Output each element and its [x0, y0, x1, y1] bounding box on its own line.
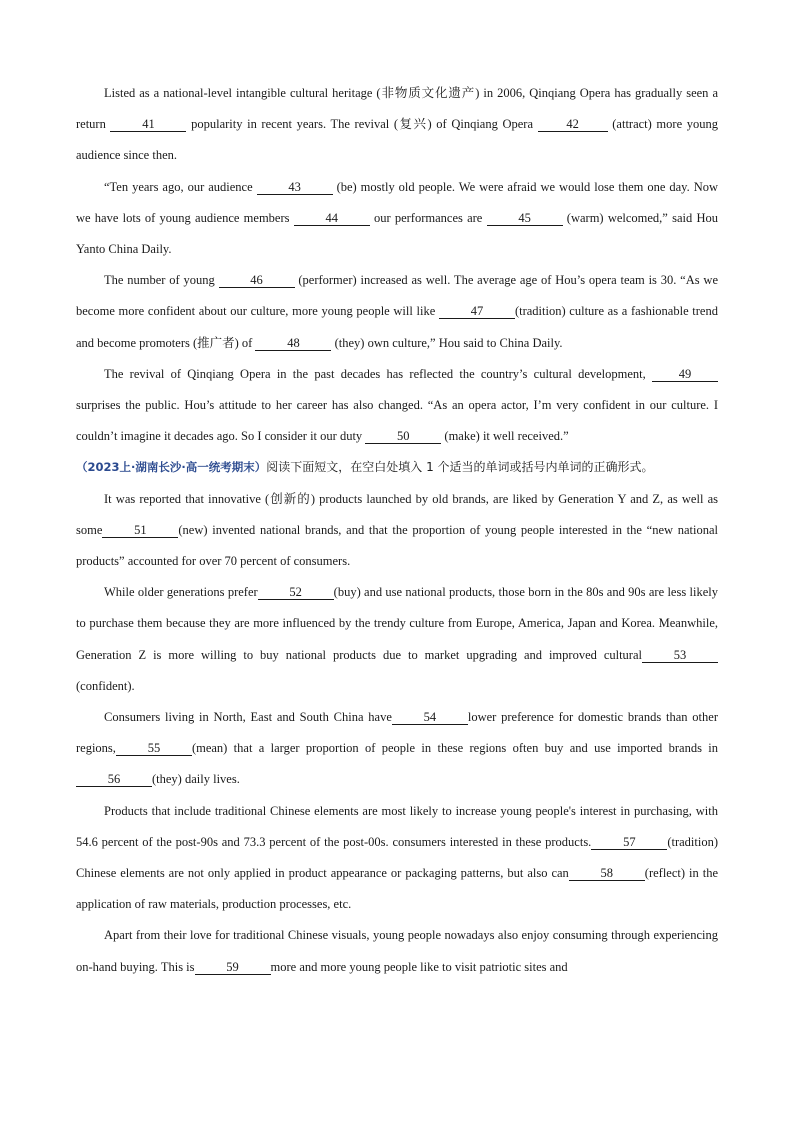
- text: (attract) more young audience since then.: [76, 117, 718, 163]
- text: While older generations prefer: [104, 585, 258, 600]
- text: (warm) welcomed,” said Hou Yanto China Daily.: [76, 210, 718, 257]
- blank-49[interactable]: 49: [652, 367, 718, 382]
- blank-59[interactable]: 59: [195, 960, 271, 975]
- text: (tradition) culture as a fashionable trend and become promoters (推广者) of: [76, 304, 718, 350]
- text: lower preference for domestic brands than other regions,: [76, 710, 718, 756]
- blank-54[interactable]: 54: [392, 710, 468, 725]
- paragraph-1: [76, 78, 718, 172]
- blank-51[interactable]: 51: [102, 523, 178, 538]
- text: (they) own culture,” Hou said to China Daily.: [331, 335, 563, 350]
- blank-55[interactable]: 55: [116, 741, 192, 756]
- text: surprises the public. Hou’s attitude to her career has also changed. “As an opera actor, I’m very confident in our culture. I couldn’t imagine it decades ago. So I consider it our duty: [76, 398, 718, 444]
- text: The number of young: [104, 273, 219, 288]
- text: (mean) that a larger proportion of people in these regions often buy and use imported brands in: [191, 741, 718, 756]
- text: (reflect) in the application of raw materials, production processes, etc.: [76, 866, 719, 912]
- text: popularity in recent years. The revival (复兴) of Qinqiang Opera: [186, 117, 538, 132]
- paragraph-3: [76, 265, 718, 359]
- blank-44[interactable]: 44: [294, 211, 370, 226]
- blank-48[interactable]: 48: [255, 336, 331, 351]
- blank-47[interactable]: 47: [439, 304, 515, 319]
- instruction-text: 阅读下面短文，在空白处填入 1 个适当的单词或括号内单词的正确形式。: [266, 460, 654, 475]
- text: The revival of Qinqiang Opera in the past decades has reflected the country’s cultural development,: [104, 366, 652, 381]
- text: Products that include traditional Chinese elements are most likely to increase young people's interest in purchasing, with 54.6 percent of the post-90s and 73.3 percent of the post-00s. consumers interested in these products.: [76, 803, 718, 849]
- text: (new) invented national brands, and that the proportion of young people interested in the “new national products” accounted for over 70 percent of consumers.: [76, 522, 718, 569]
- paragraph-7: [76, 702, 718, 796]
- text: Consumers living in North, East and South China have: [104, 710, 392, 725]
- blank-43[interactable]: 43: [257, 180, 333, 195]
- blank-52[interactable]: 52: [258, 585, 334, 600]
- paragraph-2: [76, 172, 718, 266]
- paragraph-9: [76, 920, 718, 982]
- blank-50[interactable]: 50: [365, 429, 441, 444]
- paragraph-6: [76, 577, 718, 702]
- text: our performances are: [369, 210, 487, 225]
- document-page: [76, 78, 718, 983]
- text: (buy) and use national products, those born in the 80s and 90s are less likely to purchase them because they are more influenced by the trendy culture from Europe, America, Japan and Korea. Meanwhile, Generation Z is more willing to buy national products due to market upgrading and improved cultural: [76, 585, 718, 662]
- blank-57[interactable]: 57: [591, 835, 667, 850]
- blank-41[interactable]: 41: [110, 117, 186, 132]
- question-source: （2023上·湖南长沙·高一统考期末）: [76, 460, 267, 475]
- blank-46[interactable]: 46: [219, 273, 295, 288]
- blank-58[interactable]: 58: [569, 866, 645, 881]
- blank-42[interactable]: 42: [538, 117, 608, 132]
- paragraph-4: [76, 359, 718, 453]
- text: (they) daily lives.: [152, 772, 240, 787]
- text: It was reported that innovative (创新的) products launched by old brands, are liked by Generation Y and Z, as well as some: [76, 491, 718, 537]
- text: “Ten years ago, our audience: [104, 179, 257, 194]
- section-heading: [76, 452, 718, 483]
- blank-45[interactable]: 45: [487, 211, 563, 226]
- text: Apart from their love for traditional Chinese visuals, young people nowadays also enjoy consuming through experiencing on-hand buying. This is: [76, 928, 718, 974]
- text: (make) it well received.”: [441, 429, 569, 444]
- paragraph-5: [76, 484, 718, 578]
- blank-53[interactable]: 53: [642, 648, 718, 663]
- text: more and more young people like to visit patriotic sites and: [270, 959, 568, 974]
- text: (performer) increased as well. The average age of Hou’s opera team is 30. “As we become more confident about our culture, more young people will like: [76, 273, 719, 319]
- text: (be) mostly old people. We were afraid we would lose them one day. Now we have lots of young audience members: [76, 179, 718, 225]
- paragraph-8: [76, 796, 718, 921]
- text: (confident).: [76, 678, 135, 693]
- text: (tradition) Chinese elements are not only applied in product appearance or packaging patterns, but also can: [76, 834, 718, 881]
- text: Listed as a national-level intangible cultural heritage (非物质文化遗产) in 2006, Qinqiang Opera has gradually seen a return: [76, 86, 718, 132]
- blank-56[interactable]: 56: [76, 772, 152, 787]
